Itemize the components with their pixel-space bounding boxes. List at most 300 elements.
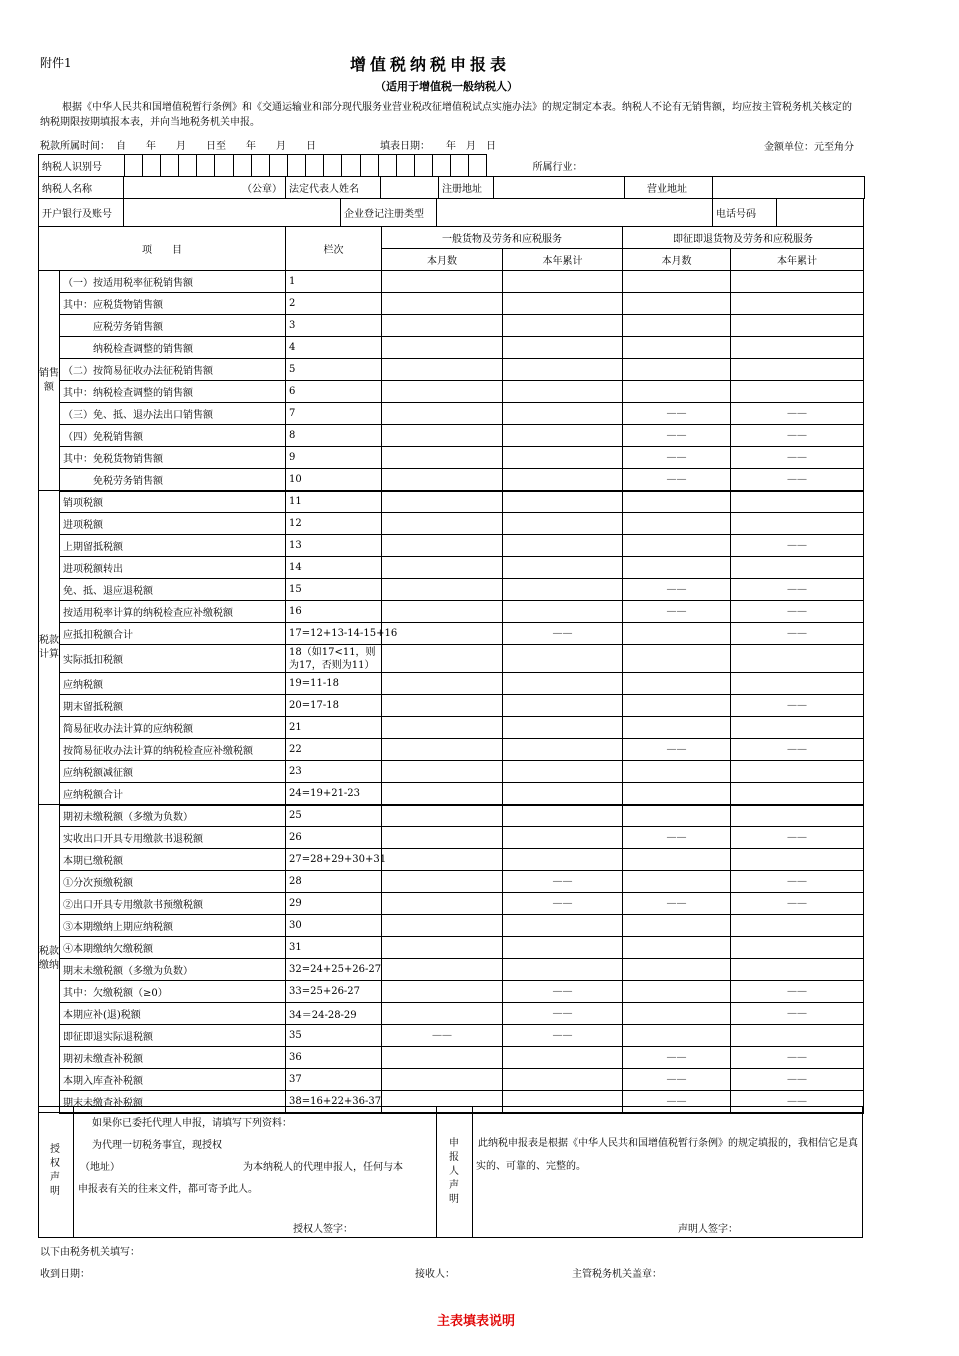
- taxpayer-id-digit[interactable]: [360, 155, 378, 177]
- general-month-header: 本月数: [382, 249, 503, 271]
- taxpayer-id-digit[interactable]: [251, 155, 269, 177]
- general-year-cell[interactable]: [503, 601, 623, 623]
- row-item-label: 其中：应税货物销售额: [60, 293, 286, 315]
- refund-year-cell[interactable]: [731, 761, 864, 783]
- refund-year-cell[interactable]: [731, 337, 864, 359]
- refund-month-cell[interactable]: [623, 491, 731, 513]
- row-item-label: 上期留抵税额: [60, 535, 286, 557]
- reg-type-label: 企业登记注册类型: [341, 199, 437, 227]
- row-item-label: 纳税检查调整的销售额: [60, 337, 286, 359]
- refund-header: 即征即退货物及劳务和应税服务: [623, 227, 864, 249]
- table-row: [39, 469, 864, 491]
- taxpayer-id-digit[interactable]: [342, 155, 360, 177]
- refund-month-cell[interactable]: [623, 315, 731, 337]
- intro-paragraph: 根据《中华人民共和国增值税暂行条例》和《交通运输业和部分现代服务业营业税改征增值税试点实施办法》的规定制定本表。纳税人不论有无销售额，均应按主管税务机关核定的纳税期限按期填报本表，并向当地税务机关申报。: [40, 102, 852, 128]
- general-month-cell[interactable]: [382, 469, 503, 491]
- general-year-cell[interactable]: [503, 403, 623, 425]
- refund-month-cell[interactable]: [623, 717, 731, 739]
- taxpayer-id-digit[interactable]: [451, 155, 469, 177]
- table-row: [39, 293, 864, 315]
- row-line-number: 3: [286, 315, 382, 337]
- general-year-cell[interactable]: [503, 849, 623, 871]
- general-year-cell[interactable]: [503, 761, 623, 783]
- amount-unit: 金额单位：元至角分: [764, 142, 854, 153]
- table-row: [39, 893, 864, 915]
- table-row: [39, 937, 864, 959]
- row-item-label: 本期已缴税额: [60, 849, 286, 871]
- taxpayer-id-digit[interactable]: [378, 155, 396, 177]
- general-month-cell[interactable]: [382, 1047, 503, 1069]
- table-row: [39, 805, 864, 827]
- general-month-cell[interactable]: [382, 849, 503, 871]
- row-item-label: ④本期缴纳欠缴税额: [60, 937, 286, 959]
- auth-line2: 为代理一切税务事宜，现授权: [92, 1140, 222, 1151]
- general-month-cell[interactable]: [382, 739, 503, 761]
- refund-year-cell[interactable]: [731, 1025, 864, 1047]
- general-year-cell[interactable]: [503, 359, 623, 381]
- row-item-label: 其中：纳税检查调整的销售额: [60, 381, 286, 403]
- table-row: [39, 601, 864, 623]
- refund-year-cell: ——: [731, 1091, 864, 1113]
- general-month-cell[interactable]: [382, 271, 503, 293]
- table-row: [39, 981, 864, 1003]
- general-year-cell[interactable]: [503, 915, 623, 937]
- refund-year-cell[interactable]: [731, 849, 864, 871]
- refund-month-cell[interactable]: [623, 337, 731, 359]
- row-item-label: 期末留抵税额: [60, 695, 286, 717]
- item-header: 项 目: [39, 227, 286, 271]
- guide-title[interactable]: 主表填表说明: [437, 1314, 516, 1329]
- refund-month-cell[interactable]: [623, 645, 731, 673]
- general-year-cell[interactable]: [503, 1069, 623, 1091]
- refund-month-cell[interactable]: [623, 293, 731, 315]
- refund-year-cell: ——: [731, 981, 864, 1003]
- row-item-label: （四）免税销售额: [60, 425, 286, 447]
- general-year-cell: ——: [503, 893, 623, 915]
- refund-month-cell: ——: [623, 1069, 731, 1091]
- row-item-label: （二）按简易征收办法征税销售额: [60, 359, 286, 381]
- refund-year-cell: ——: [731, 601, 864, 623]
- general-month-cell[interactable]: [382, 425, 503, 447]
- taxpayer-id-digit[interactable]: [215, 155, 233, 177]
- general-month-cell[interactable]: [382, 645, 503, 673]
- taxpayer-id-digit[interactable]: [124, 155, 142, 177]
- table-row: [39, 1025, 864, 1047]
- phone-field[interactable]: [777, 199, 864, 227]
- general-month-cell[interactable]: [382, 1069, 503, 1091]
- refund-month-cell[interactable]: [623, 937, 731, 959]
- general-month-cell[interactable]: [382, 871, 503, 893]
- general-month-cell[interactable]: [382, 761, 503, 783]
- refund-year-cell[interactable]: [731, 293, 864, 315]
- decl-label: 申报人声明: [449, 1138, 459, 1205]
- table-row: [39, 827, 864, 849]
- refund-year-cell[interactable]: [731, 359, 864, 381]
- taxpayer-id-digit[interactable]: [324, 155, 342, 177]
- table-row: [39, 695, 864, 717]
- refund-month-cell[interactable]: [623, 915, 731, 937]
- refund-year-cell: ——: [731, 827, 864, 849]
- general-month-cell[interactable]: [382, 893, 503, 915]
- general-year-cell[interactable]: [503, 805, 623, 827]
- refund-year-cell[interactable]: [731, 717, 864, 739]
- refund-month-cell[interactable]: [623, 783, 731, 805]
- table-row: [39, 1003, 864, 1025]
- period-text: 自 年 月 日至 年 月 日: [116, 141, 316, 152]
- table-row: [39, 915, 864, 937]
- row-item-label: 本期入库查补税额: [60, 1069, 286, 1091]
- row-line-number: 20=17-18: [286, 695, 382, 717]
- taxpayer-detail-table: [38, 176, 865, 199]
- general-month-cell[interactable]: [382, 293, 503, 315]
- general-month-cell[interactable]: [382, 695, 503, 717]
- general-year-cell[interactable]: [503, 739, 623, 761]
- row-line-number: 8: [286, 425, 382, 447]
- refund-year-cell: ——: [731, 623, 864, 645]
- row-item-label: 实际抵扣税额: [60, 645, 286, 673]
- general-year-cell: ——: [503, 981, 623, 1003]
- row-line-number: 26: [286, 827, 382, 849]
- general-year-cell[interactable]: [503, 315, 623, 337]
- general-month-cell[interactable]: [382, 827, 503, 849]
- taxpayer-id-digit[interactable]: [197, 155, 215, 177]
- refund-year-cell[interactable]: [731, 315, 864, 337]
- refund-year-cell[interactable]: [731, 673, 864, 695]
- refund-month-header: 本月数: [623, 249, 731, 271]
- general-month-cell[interactable]: [382, 1003, 503, 1025]
- table-row: [39, 425, 864, 447]
- row-item-label: （一）按适用税率征税销售额: [60, 271, 286, 293]
- refund-month-cell[interactable]: [623, 849, 731, 871]
- row-item-label: 期初未缴查补税额: [60, 1047, 286, 1069]
- refund-month-cell: ——: [623, 403, 731, 425]
- general-month-cell[interactable]: [382, 601, 503, 623]
- row-line-number: 5: [286, 359, 382, 381]
- general-year-cell[interactable]: [503, 535, 623, 557]
- general-year-cell[interactable]: [503, 579, 623, 601]
- general-year-cell[interactable]: [503, 1047, 623, 1069]
- refund-year-cell: ——: [731, 403, 864, 425]
- general-year-cell[interactable]: [503, 491, 623, 513]
- refund-year-cell[interactable]: [731, 381, 864, 403]
- general-month-cell[interactable]: [382, 535, 503, 557]
- general-month-cell[interactable]: [382, 513, 503, 535]
- refund-year-cell[interactable]: [731, 783, 864, 805]
- taxpayer-name-field[interactable]: [124, 177, 286, 199]
- row-line-number: 32=24+25+26-27: [286, 959, 382, 981]
- taxpayer-id-digit[interactable]: [179, 155, 197, 177]
- general-month-cell[interactable]: [382, 959, 503, 981]
- general-month-cell[interactable]: [382, 447, 503, 469]
- refund-month-cell: ——: [623, 601, 731, 623]
- general-year-cell[interactable]: [503, 557, 623, 579]
- table-row: [39, 783, 864, 805]
- table-row: [39, 271, 864, 293]
- divider: [472, 1106, 473, 1238]
- auth-line3b: 为本纳税人的代理申报人，任何与本: [243, 1162, 403, 1173]
- row-line-number: 7: [286, 403, 382, 425]
- taxpayer-id-digit[interactable]: [306, 155, 324, 177]
- general-month-cell[interactable]: [382, 805, 503, 827]
- refund-month-cell[interactable]: [623, 513, 731, 535]
- general-month-cell: ——: [382, 1025, 503, 1047]
- taxpayer-id-digit[interactable]: [414, 155, 432, 177]
- table-row: [39, 381, 864, 403]
- row-line-number: 33=25+26-27: [286, 981, 382, 1003]
- row-line-number: 22: [286, 739, 382, 761]
- refund-month-cell[interactable]: [623, 695, 731, 717]
- refund-year-cell: ——: [731, 535, 864, 557]
- table-row: [39, 315, 864, 337]
- row-line-number: 28: [286, 871, 382, 893]
- general-year-cell[interactable]: [503, 959, 623, 981]
- general-month-cell[interactable]: [382, 579, 503, 601]
- general-year-cell: ——: [503, 1025, 623, 1047]
- legal-rep-label: 法定代表人姓名: [286, 177, 381, 199]
- refund-year-header: 本年累计: [731, 249, 864, 271]
- row-line-number: 14: [286, 557, 382, 579]
- general-year-cell[interactable]: [503, 293, 623, 315]
- general-year-cell[interactable]: [503, 695, 623, 717]
- refund-month-cell[interactable]: [623, 535, 731, 557]
- row-line-number: 25: [286, 805, 382, 827]
- row-line-number: 2: [286, 293, 382, 315]
- refund-month-cell[interactable]: [623, 271, 731, 293]
- refund-month-cell: ——: [623, 447, 731, 469]
- general-year-cell[interactable]: [503, 381, 623, 403]
- refund-year-cell[interactable]: [731, 937, 864, 959]
- row-line-number: 18（如17<11，则为17，否则为11）: [286, 645, 382, 673]
- refund-month-cell: ——: [623, 1091, 731, 1113]
- refund-month-cell: ——: [623, 893, 731, 915]
- refund-month-cell[interactable]: [623, 623, 731, 645]
- general-month-cell[interactable]: [382, 403, 503, 425]
- table-row: [39, 403, 864, 425]
- general-month-cell[interactable]: [382, 981, 503, 1003]
- general-month-cell[interactable]: [382, 915, 503, 937]
- refund-year-cell[interactable]: [731, 915, 864, 937]
- refund-year-cell: ——: [731, 739, 864, 761]
- row-line-number: 6: [286, 381, 382, 403]
- fill-date-label: 填表日期：: [380, 141, 430, 152]
- auth-line4: 申报表有关的往来文件，都可寄予此人。: [78, 1184, 258, 1195]
- taxpayer-id-digit[interactable]: [160, 155, 178, 177]
- table-row: [39, 1047, 864, 1069]
- taxpayer-id-digit[interactable]: [142, 155, 160, 177]
- row-line-number: 17=12+13-14-15+16: [286, 623, 382, 645]
- bank-field[interactable]: [124, 199, 341, 227]
- table-row: [39, 1069, 864, 1091]
- refund-year-cell[interactable]: [731, 805, 864, 827]
- fill-date-text: 年 月 日: [446, 141, 496, 152]
- general-year-cell[interactable]: [503, 513, 623, 535]
- refund-year-cell[interactable]: [731, 513, 864, 535]
- refund-year-cell[interactable]: [731, 645, 864, 673]
- table-row: [39, 871, 864, 893]
- industry-label: 所属行业：: [532, 162, 583, 173]
- row-item-label: 销项税额: [60, 491, 286, 513]
- refund-month-cell[interactable]: [623, 959, 731, 981]
- general-month-cell[interactable]: [382, 717, 503, 739]
- refund-month-cell[interactable]: [623, 805, 731, 827]
- row-line-number: 19=11-18: [286, 673, 382, 695]
- row-item-label: 其中：欠缴税额（≥0）: [60, 981, 286, 1003]
- row-line-number: 9: [286, 447, 382, 469]
- general-month-cell[interactable]: [382, 937, 503, 959]
- table-row: [39, 623, 864, 645]
- general-month-cell[interactable]: [382, 783, 503, 805]
- row-line-number: 16: [286, 601, 382, 623]
- biz-address-field[interactable]: [713, 177, 865, 199]
- reg-address-field[interactable]: [494, 177, 625, 199]
- decl-sign: 声明人签字：: [678, 1224, 738, 1235]
- row-item-label: 简易征收办法计算的应纳税额: [60, 717, 286, 739]
- row-item-label: 应纳税额合计: [60, 783, 286, 805]
- table-row: [39, 959, 864, 981]
- refund-month-cell[interactable]: [623, 1003, 731, 1025]
- general-month-cell[interactable]: [382, 359, 503, 381]
- refund-month-cell[interactable]: [623, 1025, 731, 1047]
- row-item-label: 期末未缴查补税额: [60, 1091, 286, 1113]
- row-line-number: 23: [286, 761, 382, 783]
- row-item-label: ①分次预缴税额: [60, 871, 286, 893]
- taxpayer-id-digit[interactable]: [269, 155, 287, 177]
- table-row: [39, 491, 864, 513]
- receiver-label: 接收人：: [415, 1269, 455, 1280]
- form-title: 增值税纳税申报表: [350, 55, 511, 74]
- general-month-cell[interactable]: [382, 315, 503, 337]
- taxpayer-id-digit[interactable]: [233, 155, 251, 177]
- table-row: [39, 579, 864, 601]
- refund-month-cell[interactable]: [623, 871, 731, 893]
- table-row: [39, 337, 864, 359]
- general-header: 一般货物及劳务和应税服务: [382, 227, 623, 249]
- general-year-cell[interactable]: [503, 717, 623, 739]
- refund-month-cell[interactable]: [623, 761, 731, 783]
- row-line-number: 1: [286, 271, 382, 293]
- general-month-cell[interactable]: [382, 673, 503, 695]
- general-year-cell[interactable]: [503, 673, 623, 695]
- row-line-number: 29: [286, 893, 382, 915]
- general-year-cell[interactable]: [503, 447, 623, 469]
- section-label-calc: 税款计算: [39, 491, 60, 805]
- row-item-label: 应纳税额: [60, 673, 286, 695]
- bank-label: 开户银行及账号: [39, 199, 124, 227]
- refund-year-cell[interactable]: [731, 959, 864, 981]
- row-item-label: 按简易征收办法计算的纳税检查应补缴税额: [60, 739, 286, 761]
- taxpayer-id-digit[interactable]: [287, 155, 305, 177]
- row-item-label: 即征即退实际退税额: [60, 1025, 286, 1047]
- row-line-number: 27=28+29+30+31: [286, 849, 382, 871]
- row-item-label: ③本期缴纳上期应纳税额: [60, 915, 286, 937]
- refund-year-cell[interactable]: [731, 271, 864, 293]
- row-item-label: 其中：免税货物销售额: [60, 447, 286, 469]
- taxpayer-info-table: [38, 154, 863, 177]
- refund-month-cell[interactable]: [623, 381, 731, 403]
- general-year-cell[interactable]: [503, 827, 623, 849]
- decl-text: 此纳税申报表是根据《中华人民共和国增值税暂行条例》的规定填报的，我相信它是真实的、可靠的、完整的。: [476, 1138, 858, 1172]
- received-date-label: 收到日期：: [40, 1269, 90, 1280]
- row-item-label: 应抵扣税额合计: [60, 623, 286, 645]
- refund-month-cell: ——: [623, 425, 731, 447]
- taxpayer-id-digit[interactable]: [433, 155, 451, 177]
- table-row: [39, 645, 864, 673]
- general-year-cell[interactable]: [503, 937, 623, 959]
- table-row: [39, 557, 864, 579]
- auth-line1: 如果你已委托代理人申报，请填写下列资料：: [92, 1118, 292, 1129]
- divider: [436, 1106, 437, 1238]
- row-line-number: 35: [286, 1025, 382, 1047]
- general-year-cell[interactable]: [503, 783, 623, 805]
- general-month-cell[interactable]: [382, 557, 503, 579]
- general-year-cell[interactable]: [503, 469, 623, 491]
- taxpayer-id-digit[interactable]: [469, 155, 487, 177]
- refund-year-cell: ——: [731, 1003, 864, 1025]
- attachment-label: 附件1: [40, 56, 72, 70]
- row-line-number: 34＝24-28-29: [286, 1003, 382, 1025]
- auth-line3a: （地址）: [80, 1162, 120, 1173]
- refund-year-cell: ——: [731, 1069, 864, 1091]
- refund-month-cell[interactable]: [623, 557, 731, 579]
- taxpayer-id-label: 纳税人识别号: [39, 155, 125, 177]
- auth-label: 授权声明: [50, 1144, 60, 1197]
- row-line-number: 11: [286, 491, 382, 513]
- table-row: [39, 739, 864, 761]
- general-month-cell[interactable]: [382, 381, 503, 403]
- row-line-number: 24=19+21-23: [286, 783, 382, 805]
- row-line-number: 13: [286, 535, 382, 557]
- bank-info-table: [38, 198, 864, 227]
- row-line-number: 31: [286, 937, 382, 959]
- refund-year-cell[interactable]: [731, 557, 864, 579]
- table-row: [39, 447, 864, 469]
- row-line-number: 4: [286, 337, 382, 359]
- biz-address-label: 营业地址: [625, 177, 713, 199]
- reg-type-field[interactable]: [437, 199, 713, 227]
- table-row: [39, 849, 864, 871]
- general-year-header: 本年累计: [503, 249, 623, 271]
- refund-month-cell[interactable]: [623, 359, 731, 381]
- refund-month-cell[interactable]: [623, 981, 731, 1003]
- general-month-cell[interactable]: [382, 337, 503, 359]
- general-year-cell[interactable]: [503, 337, 623, 359]
- table-row: [39, 717, 864, 739]
- general-month-cell[interactable]: [382, 491, 503, 513]
- row-line-number: 37: [286, 1069, 382, 1091]
- tax-office-seal-label: 主管税务机关盖章：: [572, 1269, 662, 1280]
- row-item-label: 免税劳务销售额: [60, 469, 286, 491]
- divider: [73, 1106, 74, 1238]
- row-line-number: 10: [286, 469, 382, 491]
- form-subtitle: （适用于增值税一般纳税人）: [375, 80, 518, 93]
- general-year-cell[interactable]: [503, 271, 623, 293]
- general-month-cell[interactable]: [382, 623, 503, 645]
- refund-year-cell: ——: [731, 425, 864, 447]
- refund-month-cell[interactable]: [623, 673, 731, 695]
- legal-rep-field[interactable]: [381, 177, 439, 199]
- reg-address-label: 注册地址: [439, 177, 494, 199]
- refund-year-cell: ——: [731, 871, 864, 893]
- refund-month-cell: ——: [623, 469, 731, 491]
- refund-year-cell[interactable]: [731, 491, 864, 513]
- general-year-cell[interactable]: [503, 425, 623, 447]
- refund-month-cell: ——: [623, 579, 731, 601]
- row-item-label: 进项税额: [60, 513, 286, 535]
- general-year-cell[interactable]: [503, 645, 623, 673]
- tax-office-note: 以下由税务机关填写：: [40, 1247, 140, 1258]
- row-item-label: 免、抵、退应退税额: [60, 579, 286, 601]
- taxpayer-id-digit[interactable]: [396, 155, 414, 177]
